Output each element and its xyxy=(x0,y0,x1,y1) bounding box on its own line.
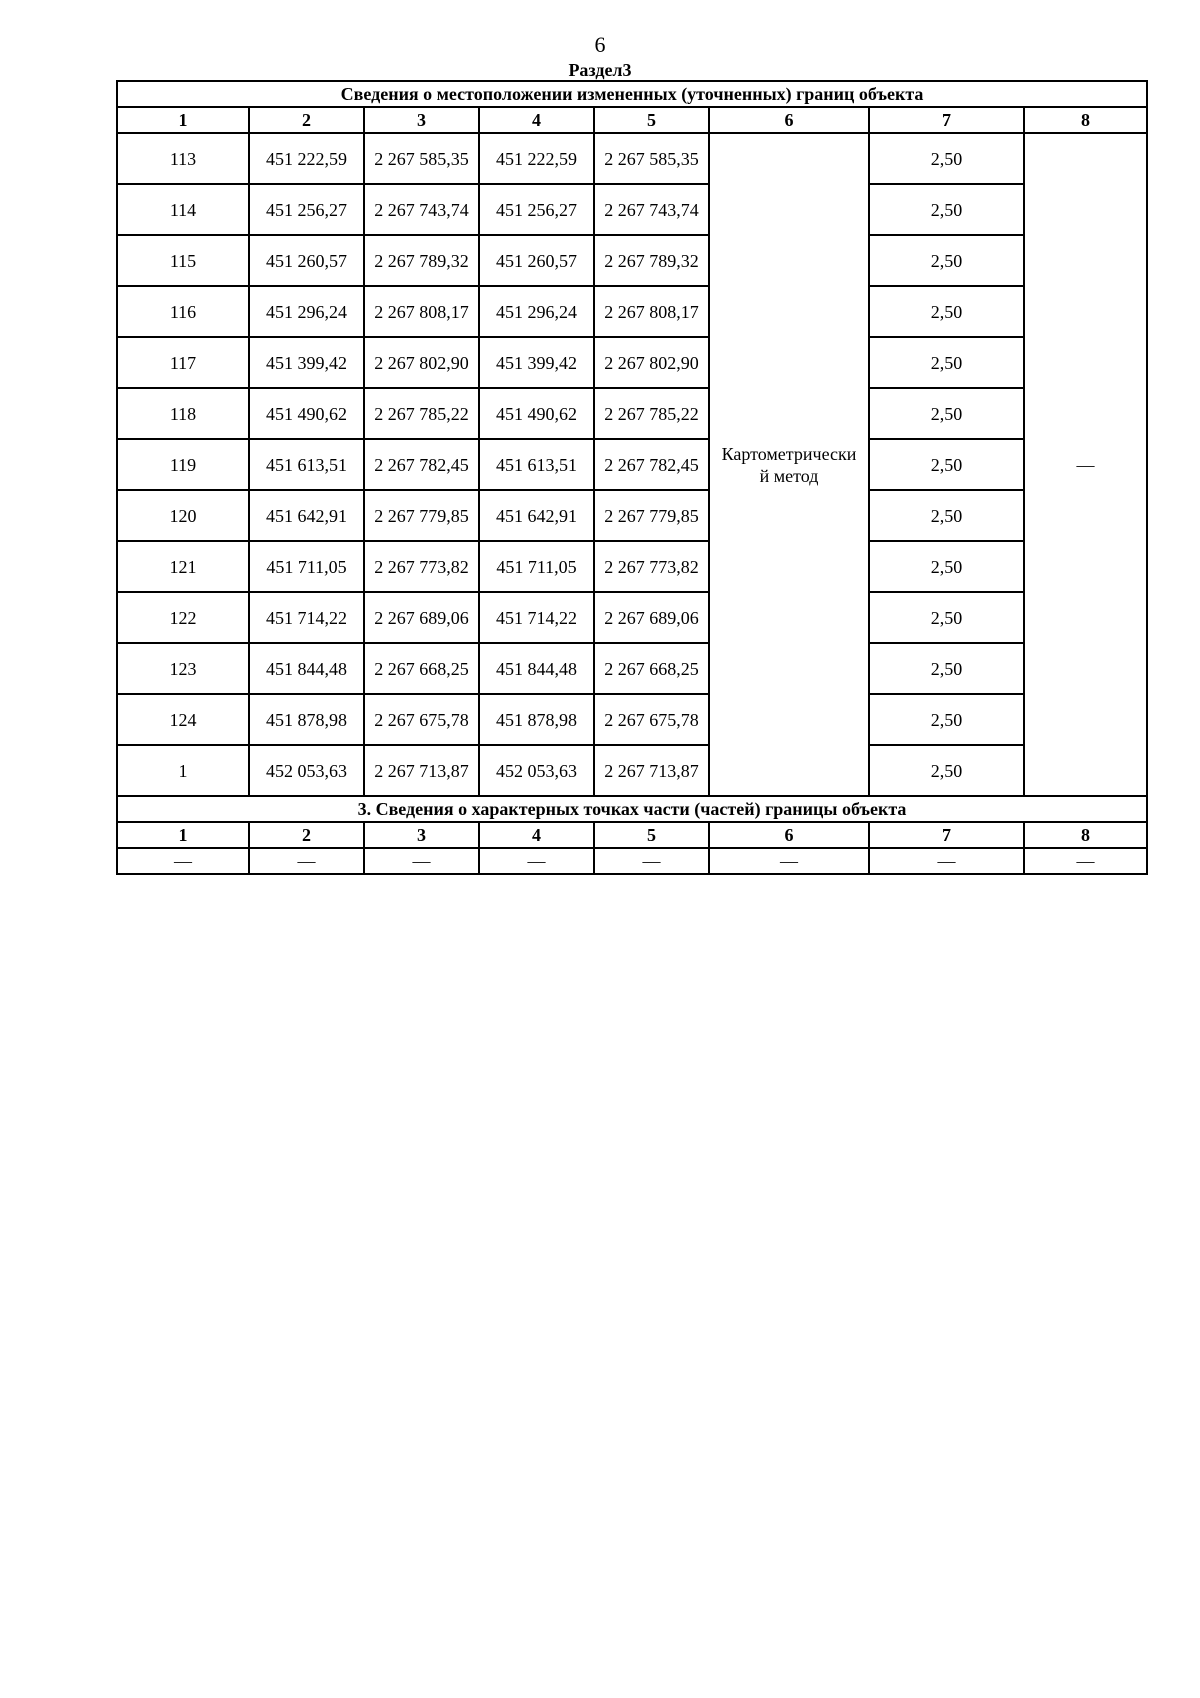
part-title: 3. Сведения о характерных точках части (частей) границы объекта xyxy=(117,796,1147,822)
column8-cell: — xyxy=(1024,133,1147,796)
updated-x-cell: 451 222,59 xyxy=(479,133,594,184)
empty-value-cell: — xyxy=(709,848,869,874)
existing-y-cell: 2 267 802,90 xyxy=(364,337,479,388)
updated-x-cell: 451 260,57 xyxy=(479,235,594,286)
table-row xyxy=(117,541,1147,592)
table-title: Сведения о местоположении измененных (уточненных) границ объекта xyxy=(117,81,1147,107)
column-number-row xyxy=(117,822,1147,848)
updated-x-cell: 451 714,22 xyxy=(479,592,594,643)
column-number-header: 6 xyxy=(709,822,869,848)
existing-x-cell: 451 256,27 xyxy=(249,184,364,235)
section-title: Раздел3 xyxy=(568,60,632,80)
existing-y-cell: 2 267 785,22 xyxy=(364,388,479,439)
empty-value-cell: — xyxy=(364,848,479,874)
updated-y-cell: 2 267 779,85 xyxy=(594,490,709,541)
updated-x-cell: 451 296,24 xyxy=(479,286,594,337)
column-number-header: 5 xyxy=(594,822,709,848)
updated-y-cell: 2 267 802,90 xyxy=(594,337,709,388)
point-number-cell: 116 xyxy=(117,286,249,337)
existing-x-cell: 451 296,24 xyxy=(249,286,364,337)
point-number-cell: 117 xyxy=(117,337,249,388)
column-number-header: 3 xyxy=(364,822,479,848)
table-row xyxy=(117,184,1147,235)
column-number-header: 3 xyxy=(364,107,479,133)
updated-y-cell: 2 267 773,82 xyxy=(594,541,709,592)
updated-x-cell: 452 053,63 xyxy=(479,745,594,796)
existing-x-cell: 452 053,63 xyxy=(249,745,364,796)
accuracy-cell: 2,50 xyxy=(869,388,1024,439)
existing-y-cell: 2 267 773,82 xyxy=(364,541,479,592)
updated-y-cell: 2 267 743,74 xyxy=(594,184,709,235)
existing-y-cell: 2 267 779,85 xyxy=(364,490,479,541)
accuracy-cell: 2,50 xyxy=(869,541,1024,592)
existing-y-cell: 2 267 808,17 xyxy=(364,286,479,337)
empty-value-cell: — xyxy=(249,848,364,874)
updated-x-cell: 451 878,98 xyxy=(479,694,594,745)
column-number-header: 2 xyxy=(249,107,364,133)
existing-x-cell: 451 490,62 xyxy=(249,388,364,439)
point-number-cell: 124 xyxy=(117,694,249,745)
accuracy-cell: 2,50 xyxy=(869,286,1024,337)
updated-y-cell: 2 267 713,87 xyxy=(594,745,709,796)
updated-y-cell: 2 267 808,17 xyxy=(594,286,709,337)
accuracy-cell: 2,50 xyxy=(869,439,1024,490)
column-number-header: 8 xyxy=(1024,107,1147,133)
existing-y-cell: 2 267 585,35 xyxy=(364,133,479,184)
accuracy-cell: 2,50 xyxy=(869,694,1024,745)
column-number-header: 6 xyxy=(709,107,869,133)
empty-value-cell: — xyxy=(117,848,249,874)
column-number-header: 8 xyxy=(1024,822,1147,848)
method-text-line-1: Картометрически xyxy=(721,443,857,464)
existing-y-cell: 2 267 668,25 xyxy=(364,643,479,694)
column-number-header: 4 xyxy=(479,822,594,848)
existing-y-cell: 2 267 713,87 xyxy=(364,745,479,796)
updated-y-cell: 2 267 585,35 xyxy=(594,133,709,184)
existing-x-cell: 451 878,98 xyxy=(249,694,364,745)
updated-y-cell: 2 267 789,32 xyxy=(594,235,709,286)
point-number-cell: 113 xyxy=(117,133,249,184)
table-title-row xyxy=(117,81,1147,107)
existing-x-cell: 451 844,48 xyxy=(249,643,364,694)
table-row xyxy=(117,592,1147,643)
point-number-cell: 115 xyxy=(117,235,249,286)
existing-x-cell: 451 642,91 xyxy=(249,490,364,541)
updated-x-cell: 451 613,51 xyxy=(479,439,594,490)
existing-x-cell: 451 711,05 xyxy=(249,541,364,592)
point-number-cell: 120 xyxy=(117,490,249,541)
updated-y-cell: 2 267 675,78 xyxy=(594,694,709,745)
point-number-cell: 1 xyxy=(117,745,249,796)
table-row xyxy=(117,388,1147,439)
table-row xyxy=(117,490,1147,541)
accuracy-cell: 2,50 xyxy=(869,745,1024,796)
existing-y-cell: 2 267 675,78 xyxy=(364,694,479,745)
updated-y-cell: 2 267 785,22 xyxy=(594,388,709,439)
existing-x-cell: 451 613,51 xyxy=(249,439,364,490)
existing-x-cell: 451 260,57 xyxy=(249,235,364,286)
updated-y-cell: 2 267 782,45 xyxy=(594,439,709,490)
part-table-row xyxy=(117,848,1147,874)
empty-value-cell: — xyxy=(869,848,1024,874)
table-row xyxy=(117,439,1147,490)
column-number-header: 4 xyxy=(479,107,594,133)
column-number-header: 7 xyxy=(869,822,1024,848)
updated-x-cell: 451 399,42 xyxy=(479,337,594,388)
table-row xyxy=(117,286,1147,337)
table-row xyxy=(117,694,1147,745)
method-text-line-2: й метод xyxy=(759,465,819,486)
accuracy-cell: 2,50 xyxy=(869,490,1024,541)
column-number-header: 1 xyxy=(117,107,249,133)
page-number: 6 xyxy=(594,32,606,57)
point-number-cell: 114 xyxy=(117,184,249,235)
table-row xyxy=(117,643,1147,694)
existing-y-cell: 2 267 782,45 xyxy=(364,439,479,490)
updated-y-cell: 2 267 668,25 xyxy=(594,643,709,694)
point-number-cell: 119 xyxy=(117,439,249,490)
updated-x-cell: 451 490,62 xyxy=(479,388,594,439)
column-number-header: 7 xyxy=(869,107,1024,133)
existing-y-cell: 2 267 743,74 xyxy=(364,184,479,235)
existing-x-cell: 451 399,42 xyxy=(249,337,364,388)
accuracy-cell: 2,50 xyxy=(869,643,1024,694)
accuracy-cell: 2,50 xyxy=(869,235,1024,286)
existing-x-cell: 451 714,22 xyxy=(249,592,364,643)
point-number-cell: 123 xyxy=(117,643,249,694)
empty-value-cell: — xyxy=(479,848,594,874)
empty-value-cell: — xyxy=(594,848,709,874)
updated-y-cell: 2 267 689,06 xyxy=(594,592,709,643)
updated-x-cell: 451 711,05 xyxy=(479,541,594,592)
accuracy-cell: 2,50 xyxy=(869,592,1024,643)
accuracy-cell: 2,50 xyxy=(869,184,1024,235)
point-number-cell: 121 xyxy=(117,541,249,592)
table-row xyxy=(117,133,1147,184)
existing-y-cell: 2 267 689,06 xyxy=(364,592,479,643)
updated-x-cell: 451 844,48 xyxy=(479,643,594,694)
accuracy-cell: 2,50 xyxy=(869,133,1024,184)
column-number-header: 2 xyxy=(249,822,364,848)
accuracy-cell: 2,50 xyxy=(869,337,1024,388)
table-row xyxy=(117,235,1147,286)
column-number-header: 1 xyxy=(117,822,249,848)
column-number-header: 5 xyxy=(594,107,709,133)
existing-y-cell: 2 267 789,32 xyxy=(364,235,479,286)
updated-x-cell: 451 642,91 xyxy=(479,490,594,541)
method-cell xyxy=(709,133,869,796)
updated-x-cell: 451 256,27 xyxy=(479,184,594,235)
table-row xyxy=(117,337,1147,388)
column-number-row xyxy=(117,107,1147,133)
part-title-row xyxy=(117,796,1147,822)
empty-value-cell: — xyxy=(1024,848,1147,874)
point-number-cell: 122 xyxy=(117,592,249,643)
existing-x-cell: 451 222,59 xyxy=(249,133,364,184)
point-number-cell: 118 xyxy=(117,388,249,439)
coordinates-table xyxy=(116,80,1148,875)
table-row xyxy=(117,745,1147,796)
